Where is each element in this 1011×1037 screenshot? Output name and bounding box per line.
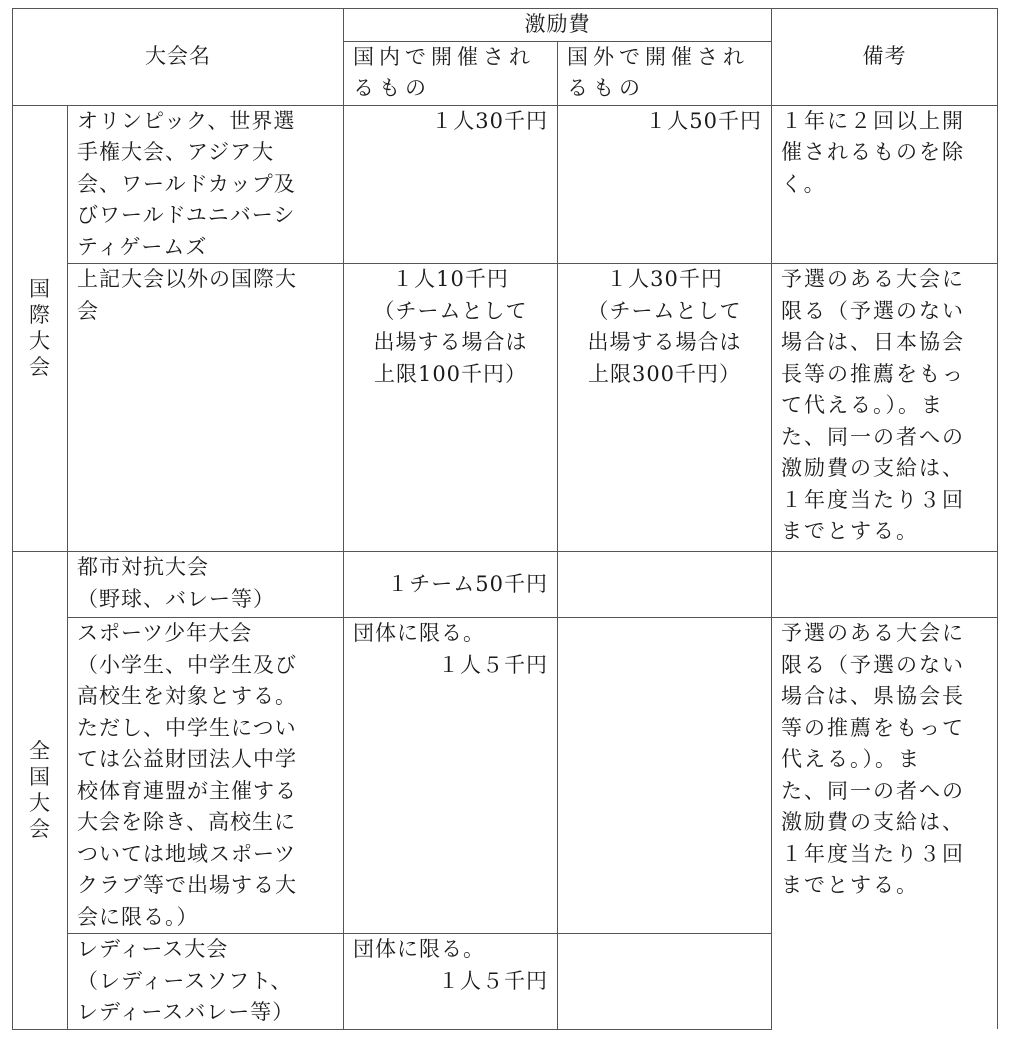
domestic-fee-cell: １人30千円: [344, 105, 558, 264]
remarks-cell: １年に２回以上開 催されるものを除 く。: [772, 105, 998, 264]
domestic-fee-note: 団体に限る。: [353, 621, 485, 645]
group-label-char: 大: [29, 329, 51, 354]
header-remarks: 備考: [772, 9, 998, 106]
remarks-cell: 予選のある大会に 限る（予選のない 場合は、県協会長 等の推薦をもって 代える。）。ま た、同一の者への 激励費の支給は、 １年度当たり３回 までとする。: [772, 618, 998, 1030]
tournament-name-cell: 上記大会以外の国際大 会: [68, 264, 344, 552]
group-label-char: 会: [29, 355, 51, 380]
group-label-char: 全: [29, 739, 51, 764]
group-label-char: 国: [29, 765, 51, 790]
domestic-fee-value: １人５千円: [438, 968, 548, 993]
overseas-fee-cell: １人50千円: [558, 105, 772, 264]
domestic-fee-cell: １人10千円 （チームとして 出場する場合は 上限100千円）: [344, 264, 558, 552]
tournament-name-cell: レディース大会 （レディースソフト、 レディースバレー等）: [68, 934, 344, 1030]
domestic-fee-cell: [344, 618, 558, 934]
header-tournament-name: 大会名: [13, 9, 344, 106]
group-label-char: 会: [29, 817, 51, 842]
remarks-cell: 予選のある大会に 限る（予選のない 場合は、日本協会 長等の推薦をもっ て代える。）。ま た、同一の者への 激励費の支給は、 １年度当たり３回 までとする。: [772, 264, 998, 552]
domestic-fee-cell: １チーム50千円: [344, 552, 558, 618]
tournament-name-cell: スポーツ少年大会 （小学生、中学生及び 高校生を対象とする。 ただし、中学生につい ては公益財団法人中学 校体育連盟が主催する 大会を除き、高校生に ついては地域スポーツ クラブ等で出場する大 会に限る。）: [68, 618, 344, 934]
group-label-national: [13, 552, 68, 1030]
overseas-fee-cell: [558, 618, 772, 934]
group-label-char: 際: [29, 303, 51, 328]
group-label-char: 国: [29, 277, 51, 302]
group-label-international: [13, 105, 68, 552]
header-domestic: 国内で開催されるもの: [344, 41, 558, 105]
domestic-fee-value: １人５千円: [438, 652, 548, 677]
domestic-fee-note: 団体に限る。: [353, 937, 485, 961]
domestic-fee-cell: [344, 934, 558, 1030]
tournament-name-cell: 都市対抗大会 （野球、バレー等）: [68, 552, 344, 618]
group-label-char: 大: [29, 791, 51, 816]
overseas-fee-cell: [558, 552, 772, 618]
overseas-fee-cell: １人30千円 （チームとして 出場する場合は 上限300千円）: [558, 264, 772, 552]
remarks-cell: [772, 552, 998, 618]
overseas-fee-cell: [558, 934, 772, 1030]
header-encouragement-fee: 激励費: [344, 9, 772, 42]
tournament-name-cell: オリンピック、世界選 手権大会、アジア大 会、ワールドカップ及 びワールドユニバーシ ティゲームズ: [68, 105, 344, 264]
encouragement-fee-table: [12, 8, 998, 1030]
header-overseas: 国外で開催されるもの: [558, 41, 772, 105]
